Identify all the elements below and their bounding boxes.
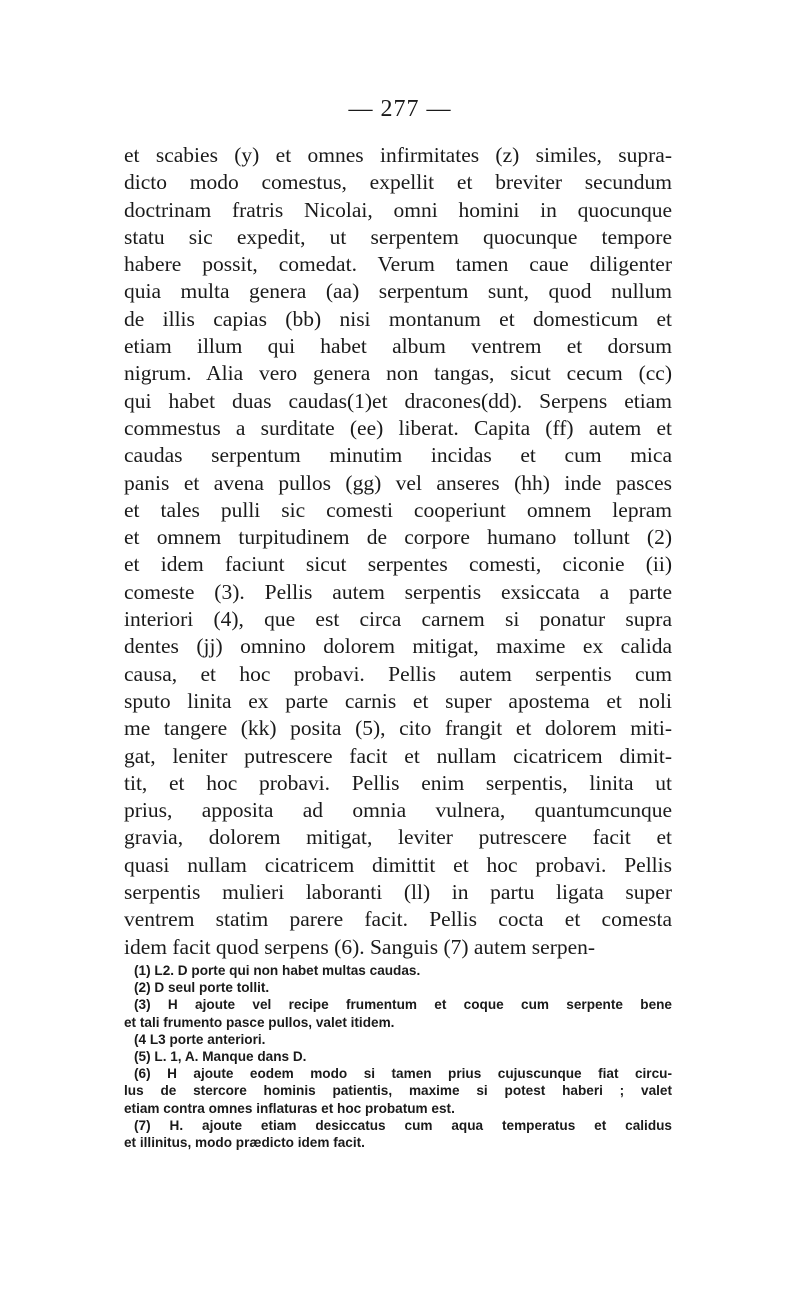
footnote-line: (7) H. ajoute etiam desiccatus cum aqua temperatus et calidus <box>134 1117 672 1133</box>
body-line: et tales pulli sic comesti cooperiunt omnem lepram <box>124 497 672 522</box>
body-line: dentes (jj) omnino dolorem mitigat, maxime ex calida <box>124 634 672 659</box>
body-line: habere possit, comedat. Verum tamen caue diligenter <box>124 252 672 277</box>
body-line: prius, apposita ad omnia vulnera, quantumcunque <box>124 798 672 823</box>
body-line: quia multa genera (aa) serpentum sunt, quod nullum <box>124 279 672 304</box>
footnote-line: (1) L2. D porte qui non habet multas caudas. <box>134 963 421 978</box>
body-line: commestus a surditate (ee) liberat. Capita (ff) autem et <box>124 415 672 440</box>
body-line: serpentis mulieri laboranti (ll) in partu ligata super <box>124 880 672 905</box>
body-line: causa, et hoc probavi. Pellis autem serpentis cum <box>124 661 672 686</box>
body-line: gat, leniter putrescere facit et nullam cicatricem dimit- <box>124 743 672 768</box>
footnote-line: lus de stercore hominis patientis, maxime si potest haberi ; valet <box>124 1083 672 1099</box>
footnote-line: (6) H ajoute eodem modo si tamen prius cujuscunque fiat circu- <box>134 1066 672 1082</box>
body-line: dicto modo comestus, expellit et breviter secundum <box>124 170 672 195</box>
footnote-line: (2) D seul porte tollit. <box>134 980 270 996</box>
body-line: gravia, dolorem mitigat, leviter putrescere facit et <box>124 825 672 850</box>
body-line: doctrinam fratris Nicolai, omni homini in quocunque <box>124 197 672 222</box>
body-line: me tangere (kk) posita (5), cito frangit et dolorem miti- <box>124 716 672 741</box>
body-line: interiori (4), que est circa carnem si ponatur supra <box>124 607 672 632</box>
body-line: caudas serpentum minutim incidas et cum mica <box>124 443 672 468</box>
body-line: et omnem turpitudinem de corpore humano tollunt (2) <box>124 525 672 550</box>
body-line: etiam illum qui habet album ventrem et dorsum <box>124 334 672 359</box>
footnotes <box>124 962 672 1151</box>
body-line: de illis capias (bb) nisi montanum et domesticum et <box>124 306 672 331</box>
footnote-line: et illinitus, modo prædicto idem facit. <box>124 1134 365 1150</box>
footnote-line: et tali frumento pasce pullos, valet itidem. <box>124 1014 395 1030</box>
body-line: ventrem statim parere facit. Pellis cocta et comesta <box>124 907 672 932</box>
footnote-line: etiam contra omnes inflaturas et hoc probatum est. <box>124 1100 455 1116</box>
footnote-line: (3) H ajoute vel recipe frumentum et coque cum serpente bene <box>134 997 672 1013</box>
footnote-line: (5) L. 1, A. Manque dans D. <box>134 1048 307 1064</box>
footnote-line: (4 L3 porte anteriori. <box>134 1031 266 1047</box>
body-line: et idem faciunt sicut serpentes comesti, ciconie (ii) <box>124 552 672 577</box>
body-line: qui habet duas caudas(1)et dracones(dd). Serpens etiam <box>124 388 672 413</box>
body-line: comeste (3). Pellis autem serpentis exsiccata a parte <box>124 579 672 604</box>
page-number: — 277 — <box>348 96 452 122</box>
body-line: quasi nullam cicatricem dimittit et hoc probavi. Pellis <box>124 852 672 877</box>
body-line: et scabies (y) et omnes infirmitates (z) similes, supra- <box>124 143 672 167</box>
body-line: tit, et hoc probavi. Pellis enim serpentis, linita ut <box>124 770 672 795</box>
body-line: statu sic expedit, ut serpentem quocunque tempore <box>124 224 672 249</box>
body-line: idem facit quod serpens (6). Sanguis (7) autem serpen- <box>124 934 596 959</box>
body-line: panis et avena pullos (gg) vel anseres (hh) inde pasces <box>124 470 672 495</box>
body-text <box>124 142 672 961</box>
body-line: nigrum. Alia vero genera non tangas, sicut cecum (cc) <box>124 361 672 386</box>
body-line: sputo linita ex parte carnis et super apostema et noli <box>124 688 672 713</box>
